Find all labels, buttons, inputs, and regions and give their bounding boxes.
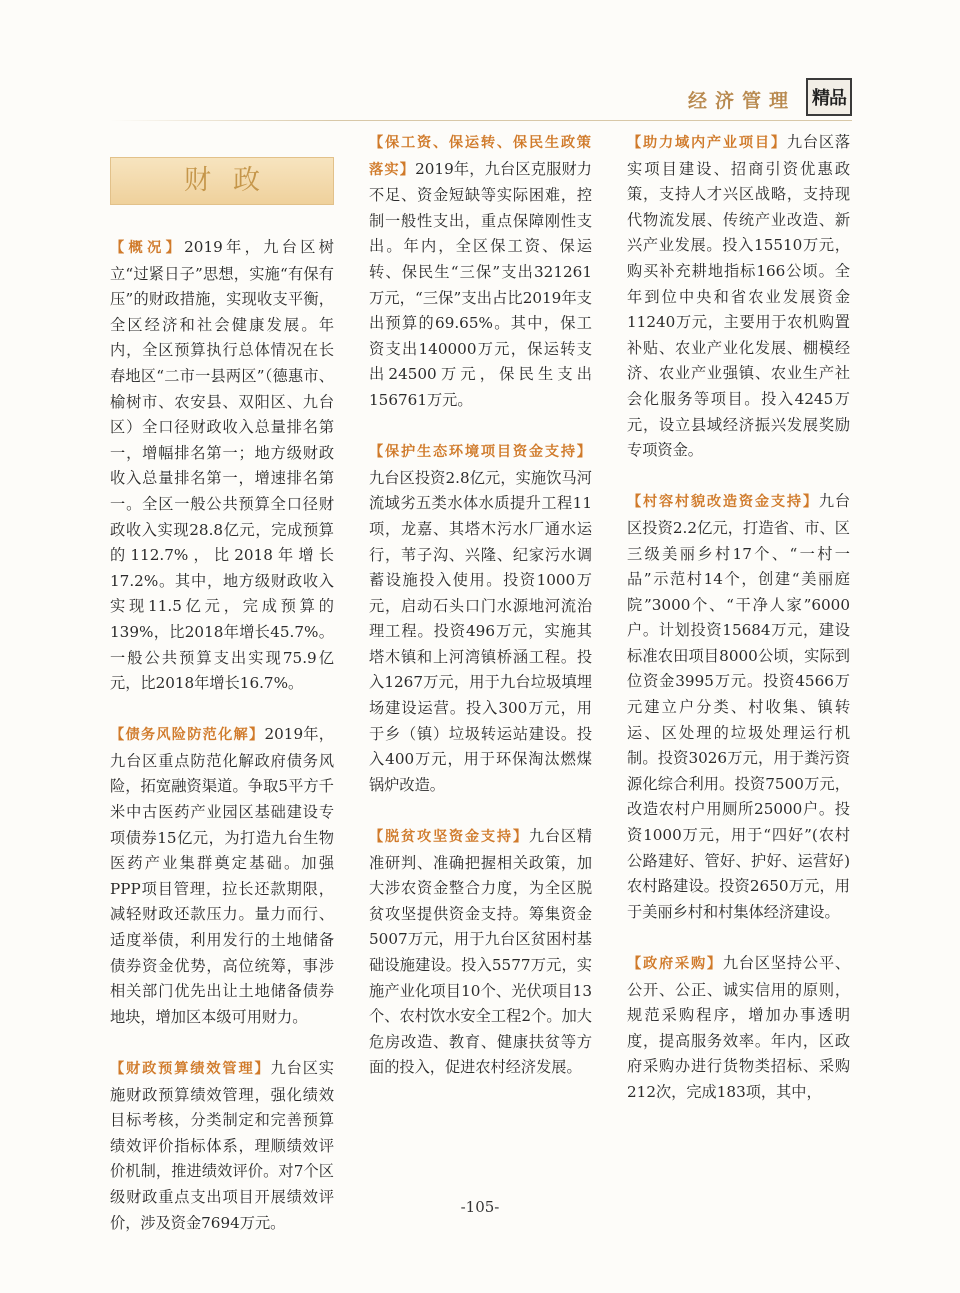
- heading-procurement: 【政府采购】: [627, 956, 723, 972]
- heading-debt-risk: 【债务风险防范化解】: [110, 727, 265, 744]
- body-industry: 九台区落实项目建设、招商引资优惠政策，支持人才兴区战略，支持现代物流发展、传统产业改造、新兴产业发展。投入15510万元，购买补充耕地指标166公顷。全年到位中央和省农业发展资金11240万元，主要用于农机购置补贴、农业产业化发展、棚模经济、农业产业强镇、农业生产社会化服务等项目。投入4245万元，设立县域经济振兴发展奖励专项资金。: [627, 133, 850, 460]
- paragraph-ecology: [369, 439, 592, 798]
- body-village: 九台区投资2.2亿元，打造省、市、区三级美丽乡村17个、“一村一品”示范村14个，创建“美丽庭院”3000个、“干净人家”6000户。计划投资15684万元，建设标准农田项目8000公顷，实际到位资金3995万元。投资4566万元建立户分类、村收集、镇转运、区处理的垃圾处理运行机制。投资3026万元，用于粪污资源化综合利用。投资7500万元，改造农村户用厕所25000户。投资1000万元，用于“四好”(农村公路建好、管好、护好、运营好)农村路建设。投资2650万元，用于美丽乡村和村集体经济建设。: [627, 492, 850, 921]
- paragraph-three-guarantees: [369, 130, 592, 414]
- body-poverty: 九台区精准研判、准确把握相关政策，加大涉农资金整合力度，为全区脱贫攻坚提供资金支持。筹集资金5007万元，用于九台区贫困村基础设施建设。投入5577万元，实施产业化项目10个、光伏项目13个、农村饮水安全工程2个。加大危房改造、教育、健康扶贫等方面的投入，促进农村经济发展。: [369, 827, 592, 1077]
- body-performance: 九台区实施财政预算绩效管理，强化绩效目标考核，分类制定和完善预算绩效评价指标体系，理顺绩效评价机制，推进绩效评价。对7个区级财政重点支出项目开展绩效评价，涉及资金7694万元。: [110, 1059, 334, 1232]
- column-2: [369, 130, 592, 1107]
- heading-three-guarantees: 【保工资、保运转、保民生政策落实】: [369, 135, 592, 178]
- heading-poverty: 【脱贫攻坚资金支持】: [369, 829, 529, 846]
- paragraph-industry: [627, 130, 850, 464]
- paragraph-poverty: [369, 824, 592, 1081]
- header-divider: [110, 120, 852, 121]
- body-overview: 2019年，九台区树立“过紧日子”思想，实施“有保有压”的财政措施，实现收支平衡，全区经济和社会健康发展。年内，全区预算执行总体情况在长春地区“二市一县两区”（德惠市、榆树市、农安县、双阳区、九台区）全口径财政收入总量排名第一，增幅排名第一；地方级财政收入总量排名第一，增速排名第一。全区一般公共预算全口径财政收入实现28.8亿元，完成预算的112.7%，比2018年增长17.2%。其中，地方级财政收入实现11.5亿元，完成预算的139%，比2018年增长45.7%。一般公共预算支出实现75.9亿元，比2018年增长16.7%。: [110, 238, 334, 693]
- paragraph-debt-risk: [110, 722, 334, 1030]
- boutique-badge: 精品: [806, 78, 852, 116]
- body-procurement: 九台区坚持公平、公开、公正、诚实信用的原则，规范采购程序，增加办事透明度，提高服务效率。年内，区政府采购办进行货物类招标、采购212次，完成183项，其中，: [627, 954, 850, 1101]
- heading-ecology: 【保护生态环境项目资金支持】: [369, 444, 592, 461]
- body-ecology: 九台区投资2.8亿元，实施饮马河流域劣五类水体水质提升工程11项，龙嘉、其塔木污水厂通水运行，苇子沟、兴隆、纪家污水调蓄设施投入使用。投资1000万元，启动石头口门水源地河流治理工程。投资496万元，实施其塔木镇和上河湾镇桥涵工程。投入1267万元，用于九台垃圾填埋场建设运营。投入300万元，用于乡（镇）垃圾转运站建设。投入400万元，用于环保淘汰燃煤锅炉改造。: [369, 468, 592, 794]
- chapter-banner: 财政: [110, 157, 334, 205]
- heading-performance: 【财政预算绩效管理】: [110, 1061, 271, 1077]
- paragraph-procurement: [627, 951, 850, 1106]
- body-debt-risk: 2019年，九台区重点防范化解政府债务风险，拓宽融资渠道。争取5平方千米中古医药产业园区基础建设专项债券15亿元，为打造九台生物医药产业集群奠定基础。加强PPP项目管理，拉长还款期限，减轻财政还款压力。量力而行、适度举债，利用发行的土地储备债券资金优势，高位统筹，事涉相关部门优先出让土地储备债券地块，增加区本级可用财力。: [110, 725, 334, 1026]
- heading-overview: 【概况】: [110, 240, 185, 256]
- page-number: -105-: [460, 1198, 500, 1216]
- column-3: [627, 130, 850, 1131]
- section-title: 经济管理: [687, 90, 796, 112]
- paragraph-village: [627, 489, 850, 925]
- paragraph-overview: [110, 235, 334, 697]
- heading-village: 【村容村貌改造资金支持】: [627, 494, 819, 511]
- heading-industry: 【助力域内产业项目】: [627, 135, 787, 151]
- body-three-guarantees: 2019年，九台区克服财力不足、资金短缺等实际困难，控制一般性支出，重点保障刚性支出。年内，全区保工资、保运转、保民生“三保”支出321261万元，“三保”支出占比2019年支出预算的69.65%。其中，保工资支出140000万元，保运转支出24500万元，保民生支出156761万元。: [369, 159, 592, 409]
- column-1: [110, 130, 334, 1262]
